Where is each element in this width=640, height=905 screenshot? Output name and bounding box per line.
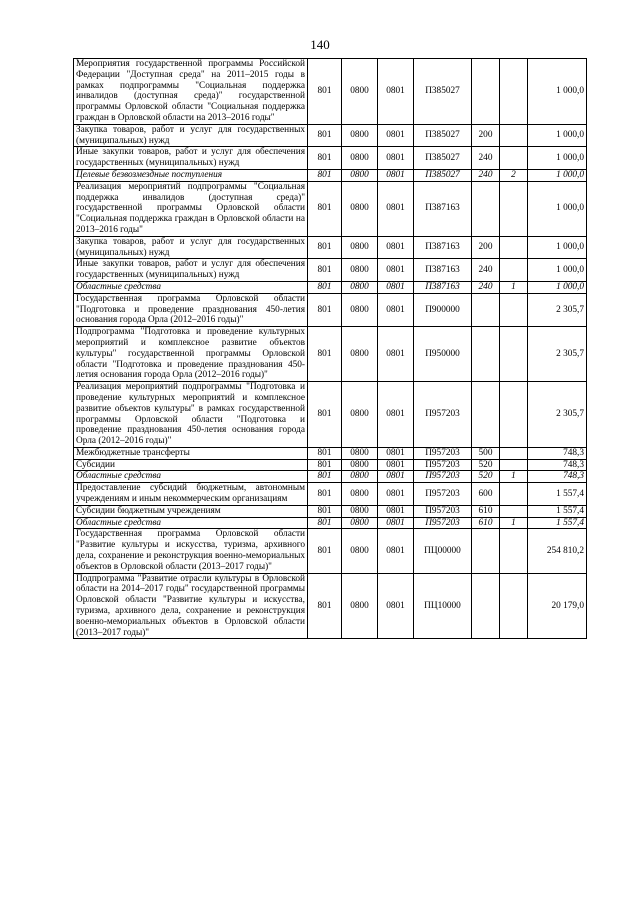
table-row (74, 471, 587, 483)
row-subsection-cell: 0801 (378, 59, 414, 125)
row-amount-cell: 2 305,7 (528, 293, 587, 326)
row-name-cell: Государственная программа Орловской области "Развитие культуры и искусства, туризма, архивного дела, сохранение и реконструкция военно-мемориальных объектов в Орловской области (2013–2017 годы)" (74, 529, 308, 573)
row-amount-cell: 2 305,7 (528, 327, 587, 382)
row-amount-cell: 1 000,0 (528, 59, 587, 125)
row-section-cell: 0800 (342, 169, 378, 181)
budget-table (73, 58, 587, 639)
row-grbs-cell: 801 (308, 293, 342, 326)
table-row (74, 181, 587, 236)
row-target-cell: П900000 (414, 293, 472, 326)
table-row (74, 483, 587, 506)
row-section-cell: 0800 (342, 293, 378, 326)
row-grbs-cell: 801 (308, 281, 342, 293)
row-section-cell: 0800 (342, 259, 378, 282)
row-amount-cell: 1 000,0 (528, 259, 587, 282)
row-target-cell: П957203 (414, 471, 472, 483)
row-amount-cell: 254 810,2 (528, 529, 587, 573)
row-expense-type-cell (472, 181, 500, 236)
table-row (74, 169, 587, 181)
row-section-cell: 0800 (342, 181, 378, 236)
row-expense-type-cell: 240 (472, 259, 500, 282)
row-subsection-cell: 0801 (378, 259, 414, 282)
table-row (74, 59, 587, 125)
row-expense-type-cell: 520 (472, 471, 500, 483)
row-target-cell: П385027 (414, 124, 472, 147)
table-row (74, 382, 587, 448)
row-grbs-cell: 801 (308, 236, 342, 259)
row-expense-type-cell: 240 (472, 147, 500, 170)
row-expense-type-cell (472, 59, 500, 125)
row-subsection-cell: 0801 (378, 293, 414, 326)
table-row (74, 327, 587, 382)
row-target-cell: П387163 (414, 236, 472, 259)
row-target-cell: П385027 (414, 147, 472, 170)
table-row (74, 147, 587, 170)
row-subsection-cell: 0801 (378, 517, 414, 529)
row-section-cell: 0800 (342, 236, 378, 259)
row-subsection-cell: 0801 (378, 147, 414, 170)
row-target-cell: П957203 (414, 447, 472, 459)
row-expense-type-cell (472, 327, 500, 382)
row-name-cell: Иные закупки товаров, работ и услуг для обеспечения государственных (муниципальных) нужд (74, 259, 308, 282)
row-amount-cell: 20 179,0 (528, 573, 587, 639)
row-source-cell (500, 147, 528, 170)
row-grbs-cell: 801 (308, 181, 342, 236)
row-subsection-cell: 0801 (378, 471, 414, 483)
row-source-cell (500, 483, 528, 506)
row-name-cell: Субсидии бюджетным учреждениям (74, 505, 308, 517)
row-subsection-cell: 0801 (378, 327, 414, 382)
row-source-cell (500, 181, 528, 236)
row-expense-type-cell: 200 (472, 124, 500, 147)
row-grbs-cell: 801 (308, 169, 342, 181)
table-body (74, 59, 587, 639)
row-source-cell: 1 (500, 471, 528, 483)
row-amount-cell: 1 000,0 (528, 124, 587, 147)
row-amount-cell: 748,3 (528, 471, 587, 483)
row-source-cell: 1 (500, 281, 528, 293)
row-grbs-cell: 801 (308, 529, 342, 573)
row-name-cell: Подпрограмма "Подготовка и проведение культурных мероприятий и комплексное развитие объектов культуры" государственной программы Орловской области "Подготовка и проведение празднования 450-летия основания города Орла (2012–2016 годы)" (74, 327, 308, 382)
row-source-cell (500, 573, 528, 639)
row-target-cell: ПЦ10000 (414, 573, 472, 639)
row-subsection-cell: 0801 (378, 459, 414, 471)
row-name-cell: Государственная программа Орловской области "Подготовка и проведение празднования 450-летия основания города Орла (2012–2016 годы)" (74, 293, 308, 326)
row-expense-type-cell: 610 (472, 505, 500, 517)
row-name-cell: Подпрограмма "Развитие отрасли культуры в Орловской области на 2014–2017 годы" государственной программы Орловской области "Развитие культуры и искусства, туризма, архивного дела, сохранение и реконструкция военно-мемориальных объектов в Орловской области (2013–2017 годы)" (74, 573, 308, 639)
row-name-cell: Областные средства (74, 281, 308, 293)
row-source-cell (500, 59, 528, 125)
row-expense-type-cell: 500 (472, 447, 500, 459)
row-section-cell: 0800 (342, 573, 378, 639)
row-expense-type-cell (472, 382, 500, 448)
row-subsection-cell: 0801 (378, 281, 414, 293)
row-section-cell: 0800 (342, 382, 378, 448)
row-name-cell: Субсидии (74, 459, 308, 471)
row-subsection-cell: 0801 (378, 181, 414, 236)
row-expense-type-cell (472, 573, 500, 639)
row-amount-cell: 1 557,4 (528, 483, 587, 506)
row-target-cell: П957203 (414, 517, 472, 529)
row-name-cell: Межбюджетные трансферты (74, 447, 308, 459)
row-source-cell (500, 505, 528, 517)
row-subsection-cell: 0801 (378, 382, 414, 448)
row-name-cell: Иные закупки товаров, работ и услуг для обеспечения государственных (муниципальных) нужд (74, 147, 308, 170)
row-subsection-cell: 0801 (378, 529, 414, 573)
row-grbs-cell: 801 (308, 483, 342, 506)
row-target-cell: П385027 (414, 169, 472, 181)
row-section-cell: 0800 (342, 327, 378, 382)
row-name-cell: Областные средства (74, 471, 308, 483)
row-grbs-cell: 801 (308, 259, 342, 282)
row-source-cell: 1 (500, 517, 528, 529)
row-section-cell: 0800 (342, 281, 378, 293)
row-subsection-cell: 0801 (378, 505, 414, 517)
row-amount-cell: 1 000,0 (528, 169, 587, 181)
row-section-cell: 0800 (342, 447, 378, 459)
row-expense-type-cell: 240 (472, 281, 500, 293)
row-section-cell: 0800 (342, 505, 378, 517)
row-name-cell: Закупка товаров, работ и услуг для государственных (муниципальных) нужд (74, 236, 308, 259)
row-grbs-cell: 801 (308, 124, 342, 147)
row-subsection-cell: 0801 (378, 483, 414, 506)
row-expense-type-cell (472, 293, 500, 326)
table-row (74, 124, 587, 147)
row-target-cell: П387163 (414, 281, 472, 293)
row-amount-cell: 1 000,0 (528, 181, 587, 236)
row-amount-cell: 1 000,0 (528, 147, 587, 170)
row-section-cell: 0800 (342, 59, 378, 125)
table-row (74, 517, 587, 529)
row-target-cell: П957203 (414, 483, 472, 506)
row-expense-type-cell: 200 (472, 236, 500, 259)
row-amount-cell: 2 305,7 (528, 382, 587, 448)
row-target-cell: П385027 (414, 59, 472, 125)
row-target-cell: П387163 (414, 181, 472, 236)
table-row (74, 459, 587, 471)
row-source-cell (500, 529, 528, 573)
row-grbs-cell: 801 (308, 447, 342, 459)
row-grbs-cell: 801 (308, 147, 342, 170)
row-source-cell (500, 327, 528, 382)
row-expense-type-cell: 520 (472, 459, 500, 471)
row-amount-cell: 1 000,0 (528, 281, 587, 293)
row-target-cell: П387163 (414, 259, 472, 282)
table-row (74, 529, 587, 573)
row-expense-type-cell: 240 (472, 169, 500, 181)
table-row (74, 236, 587, 259)
row-subsection-cell: 0801 (378, 169, 414, 181)
row-section-cell: 0800 (342, 471, 378, 483)
row-amount-cell: 1 557,4 (528, 517, 587, 529)
row-target-cell: П957203 (414, 382, 472, 448)
row-section-cell: 0800 (342, 147, 378, 170)
row-subsection-cell: 0801 (378, 573, 414, 639)
table-row (74, 505, 587, 517)
row-source-cell (500, 459, 528, 471)
row-amount-cell: 1 557,4 (528, 505, 587, 517)
row-name-cell: Областные средства (74, 517, 308, 529)
row-grbs-cell: 801 (308, 59, 342, 125)
row-grbs-cell: 801 (308, 382, 342, 448)
table-row (74, 447, 587, 459)
row-section-cell: 0800 (342, 124, 378, 147)
table-row (74, 259, 587, 282)
row-expense-type-cell: 610 (472, 517, 500, 529)
row-name-cell: Реализация мероприятий подпрограммы "Подготовка и проведение культурных мероприятий и комплексное развитие объектов культуры" в рамках государственной программы Орловской области "Подготовка и проведение празднования 450-летия основания города Орла (2012–2016 годы)" (74, 382, 308, 448)
row-section-cell: 0800 (342, 517, 378, 529)
row-expense-type-cell (472, 529, 500, 573)
row-grbs-cell: 801 (308, 517, 342, 529)
row-grbs-cell: 801 (308, 471, 342, 483)
table-row (74, 281, 587, 293)
row-subsection-cell: 0801 (378, 447, 414, 459)
page-number: 140 (310, 37, 330, 52)
row-name-cell: Целевые безвозмездные поступления (74, 169, 308, 181)
row-amount-cell: 748,3 (528, 459, 587, 471)
row-source-cell (500, 382, 528, 448)
row-grbs-cell: 801 (308, 573, 342, 639)
row-target-cell: П957203 (414, 505, 472, 517)
row-section-cell: 0800 (342, 483, 378, 506)
row-name-cell: Закупка товаров, работ и услуг для государственных (муниципальных) нужд (74, 124, 308, 147)
row-name-cell: Предоставление субсидий бюджетным, автономным учреждениям и иным некоммерческим организациям (74, 483, 308, 506)
row-source-cell (500, 236, 528, 259)
row-target-cell: П957203 (414, 459, 472, 471)
row-target-cell: П950000 (414, 327, 472, 382)
row-grbs-cell: 801 (308, 505, 342, 517)
table-row (74, 573, 587, 639)
row-source-cell (500, 259, 528, 282)
table-row (74, 293, 587, 326)
row-source-cell (500, 293, 528, 326)
row-name-cell: Реализация мероприятий подпрограммы "Социальная поддержка инвалидов (доступная среда)" государственной программы Орловской области "Социальная поддержка граждан в Орловской области на 2013–2016 годы" (74, 181, 308, 236)
row-grbs-cell: 801 (308, 327, 342, 382)
row-amount-cell: 748,3 (528, 447, 587, 459)
row-target-cell: ПЦ00000 (414, 529, 472, 573)
row-source-cell (500, 124, 528, 147)
row-expense-type-cell: 600 (472, 483, 500, 506)
row-amount-cell: 1 000,0 (528, 236, 587, 259)
row-grbs-cell: 801 (308, 459, 342, 471)
row-section-cell: 0800 (342, 529, 378, 573)
row-subsection-cell: 0801 (378, 236, 414, 259)
row-source-cell (500, 447, 528, 459)
row-name-cell: Мероприятия государственной программы Российской Федерации "Доступная среда" на 2011–2015 годы в рамках подпрограммы "Социальная поддержка инвалидов (доступная среда)" государственной программы Орловской области "Социальная поддержка граждан в Орловской области на 2013–2016 годы" (74, 59, 308, 125)
row-section-cell: 0800 (342, 459, 378, 471)
row-subsection-cell: 0801 (378, 124, 414, 147)
row-source-cell: 2 (500, 169, 528, 181)
